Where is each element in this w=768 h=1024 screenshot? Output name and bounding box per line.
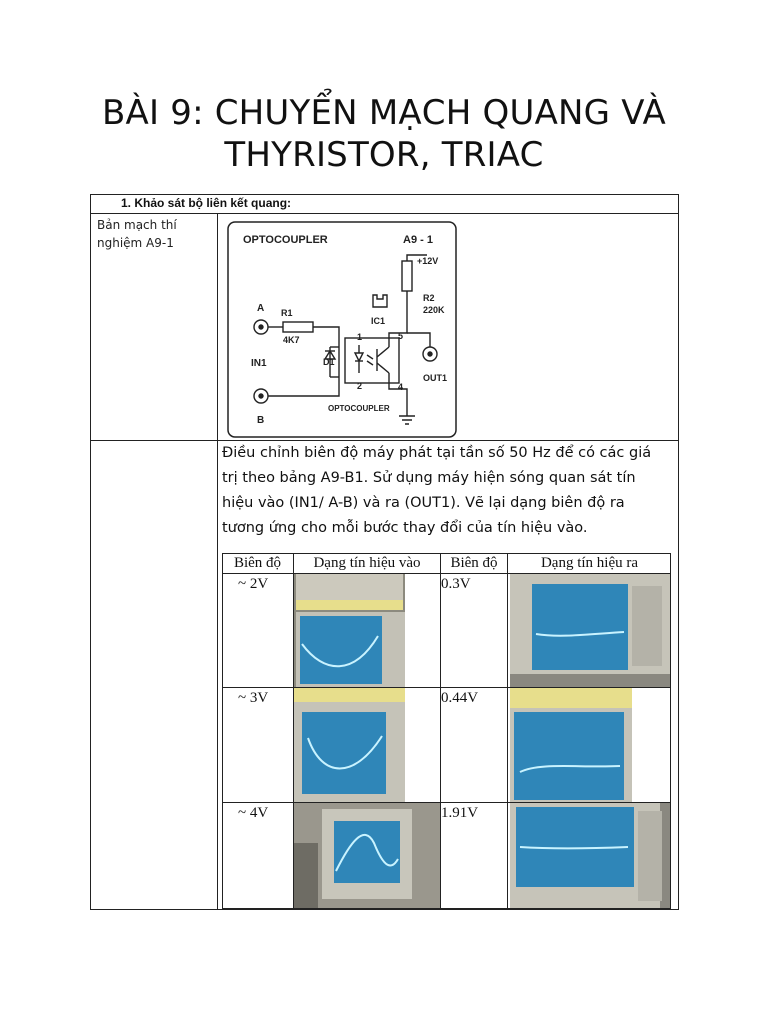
output-waveform-photo — [510, 574, 670, 687]
part-label: OPTOCOUPLER — [328, 404, 390, 413]
input-amplitude: ~ 2V — [238, 576, 269, 592]
header-amplitude-in: Biên độ — [233, 555, 282, 571]
page-title — [0, 92, 768, 176]
circuit-code: A9 - 1 — [403, 234, 433, 246]
output-amplitude: 0.44V — [441, 690, 479, 706]
r2-value: 220K — [423, 305, 445, 315]
input-amplitude: ~ 4V — [238, 805, 269, 821]
column-divider — [217, 214, 218, 440]
node-a-label: A — [257, 303, 265, 314]
in1-label: IN1 — [251, 358, 267, 369]
circuit-title: OPTOCOUPLER — [243, 234, 328, 246]
output-waveform-photo — [510, 688, 670, 802]
output-amplitude: 1.91V — [441, 805, 479, 821]
header-input-waveform: Dạng tín hiệu vào — [313, 555, 421, 571]
signal-table — [222, 553, 671, 909]
r1-label: R1 — [281, 308, 293, 318]
pin5-label: 5 — [398, 331, 404, 341]
board-row — [90, 213, 679, 441]
column-divider — [217, 441, 218, 909]
pin1-label: 1 — [357, 332, 363, 342]
optocoupler-circuit-diagram — [227, 221, 457, 438]
pin4-label: 4 — [398, 382, 404, 392]
input-waveform-photo — [294, 574, 405, 687]
vcc-label: +12V — [417, 256, 439, 266]
header-amplitude-out: Biên độ — [450, 555, 498, 571]
input-waveform-photo — [294, 688, 405, 802]
pin2-label: 2 — [357, 381, 363, 391]
section-heading: 1. Khảo sát bộ liên kết quang: — [121, 196, 292, 210]
header-output-waveform: Dạng tín hiệu ra — [540, 555, 639, 571]
r1-value: 4K7 — [283, 335, 300, 345]
d1-label: D1 — [323, 357, 335, 367]
title-line-1: BÀI 9: CHUYỂN MẠCH QUANG VÀ — [102, 93, 666, 133]
node-b-label: B — [257, 415, 265, 426]
input-waveform-photo — [294, 803, 440, 908]
section-heading-row — [90, 194, 679, 214]
instructions-text: Điều chỉnh biên độ máy phát tại tần số 50 Hz để có các giá trị theo bảng A9-B1. Sử dụng máy hiện sóng quan sát tín hiệu vào (IN1/ A-B) và ra (OUT1). Vẽ lại dạng biên độ ra tương ứng cho mỗi bước thay đổi của tín hiệu vào. — [222, 445, 652, 536]
out1-label: OUT1 — [423, 373, 448, 383]
board-label: Bản mạch thí nghiệm A9-1 — [97, 218, 177, 250]
input-amplitude: ~ 3V — [238, 690, 269, 706]
output-waveform-photo — [510, 803, 670, 908]
ic1-label: IC1 — [371, 316, 386, 326]
title-line-2: THYRISTOR, TRIAC — [224, 135, 544, 175]
measurement-row — [90, 440, 679, 910]
output-amplitude: 0.3V — [441, 576, 471, 592]
r2-label: R2 — [423, 293, 435, 303]
